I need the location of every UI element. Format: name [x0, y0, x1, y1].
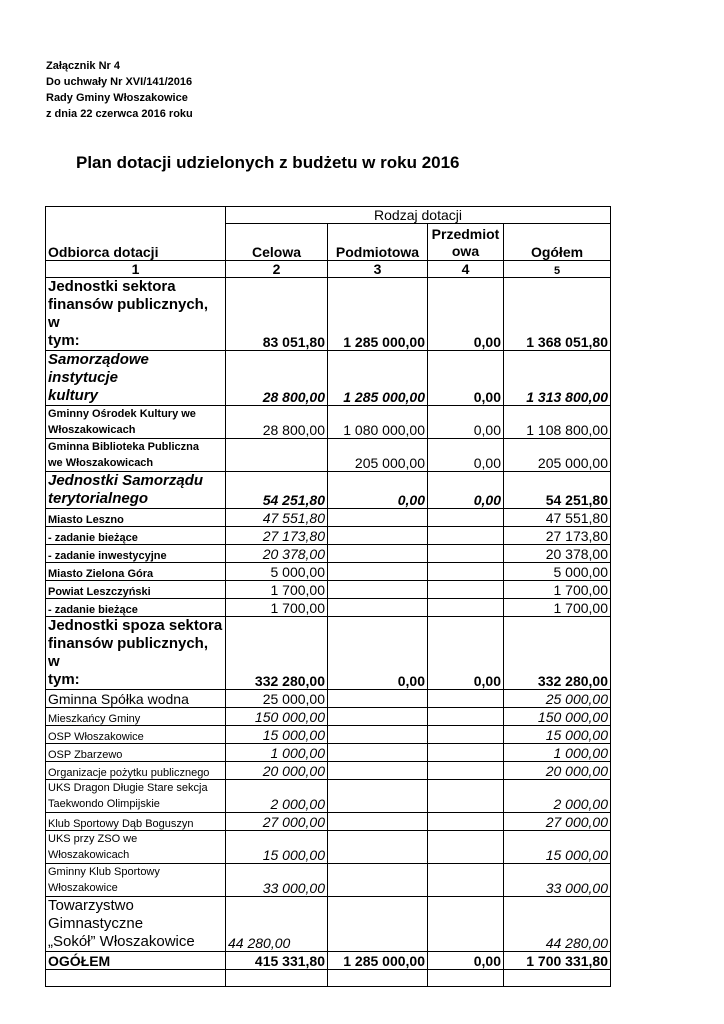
podmiotowa-cell: 0,00 — [328, 472, 428, 509]
ogolem-cell: 1 000,00 — [504, 744, 611, 762]
header-row-group — [46, 207, 611, 224]
przedmiotowa-cell — [428, 581, 504, 599]
ogolem-cell: 1 313 800,00 — [504, 351, 611, 406]
recipient-cell — [46, 278, 226, 351]
celowa-cell: 47 551,80 — [226, 509, 328, 527]
celowa-cell: 20 000,00 — [226, 762, 328, 780]
recipient-cell — [46, 617, 226, 690]
ogolem-cell: 20 000,00 — [504, 762, 611, 780]
header-row-numbers — [46, 261, 611, 278]
celowa-cell: 28 800,00 — [226, 406, 328, 439]
podmiotowa-cell — [328, 509, 428, 527]
recipient-line: finansów publicznych, w — [48, 635, 209, 670]
recipient-cell: Mieszkańcy Gminy — [46, 708, 226, 726]
recipient-line: tym: — [48, 332, 80, 349]
recipient-line: Włoszakowicach — [48, 849, 130, 861]
header-line-resolution: Do uchwały Nr XVI/141/2016 — [46, 76, 193, 88]
col-number: 2 — [226, 261, 328, 278]
table-row — [46, 563, 611, 581]
przedmiotowa-cell: 0,00 — [428, 406, 504, 439]
recipient-cell: Miasto Zielona Góra — [46, 563, 226, 581]
recipient-cell — [46, 472, 226, 509]
table-row — [46, 278, 611, 351]
przedmiotowa-cell: 0,00 — [428, 351, 504, 406]
col-ogolem: Ogółem — [504, 224, 611, 261]
recipient-line: Jednostki Samorządu — [48, 472, 204, 489]
podmiotowa-cell: 1 285 000,00 — [328, 952, 428, 970]
recipient-line: Jednostki sektora — [48, 278, 176, 295]
ogolem-cell: 20 378,00 — [504, 545, 611, 563]
ogolem-cell: 1 700 331,80 — [504, 952, 611, 970]
ogolem-cell: 1 368 051,80 — [504, 278, 611, 351]
przedmiotowa-cell — [428, 864, 504, 897]
ogolem-cell: 47 551,80 — [504, 509, 611, 527]
col-celowa: Celowa — [226, 224, 328, 261]
recipient-line: finansów publicznych, w — [48, 296, 209, 331]
podmiotowa-cell: 1 285 000,00 — [328, 278, 428, 351]
table-row — [46, 831, 611, 864]
col-number: 3 — [328, 261, 428, 278]
celowa-cell — [226, 439, 328, 472]
ogolem-cell: 332 280,00 — [504, 617, 611, 690]
recipient-cell: OSP Włoszakowice — [46, 726, 226, 744]
podmiotowa-cell — [328, 762, 428, 780]
header-line-annex: Załącznik Nr 4 — [46, 60, 120, 72]
podmiotowa-cell — [328, 864, 428, 897]
podmiotowa-cell — [328, 690, 428, 708]
table-row — [46, 744, 611, 762]
header-line-council: Rady Gminy Włoszakowice — [46, 92, 188, 104]
group-header: Rodzaj dotacji — [226, 207, 611, 224]
recipient-line: Gminny Klub Sportowy — [48, 866, 160, 878]
recipient-cell: Powiat Leszczyński — [46, 581, 226, 599]
recipient-line: we Włoszakowicach — [48, 457, 154, 469]
recipient-line: tym: — [48, 671, 80, 688]
recipient-cell: - zadanie inwestycyjne — [46, 545, 226, 563]
recipient-line: Towarzystwo Gimnastyczne — [48, 897, 144, 932]
przedmiotowa-cell: 0,00 — [428, 952, 504, 970]
table-row — [46, 581, 611, 599]
przedmiotowa-cell — [428, 762, 504, 780]
celowa-cell: 27 173,80 — [226, 527, 328, 545]
podmiotowa-cell: 1 285 000,00 — [328, 351, 428, 406]
table-row — [46, 472, 611, 509]
recipient-line: Samorządowe instytucje — [48, 351, 149, 386]
table-row — [46, 813, 611, 831]
recipient-cell — [46, 406, 226, 439]
celowa-cell: 1 700,00 — [226, 581, 328, 599]
podmiotowa-cell — [328, 581, 428, 599]
przedmiotowa-cell — [428, 780, 504, 813]
table-row — [46, 599, 611, 617]
recipient-line: Jednostki spoza sektora — [48, 617, 223, 634]
header-line-date: z dnia 22 czerwca 2016 roku — [46, 108, 193, 120]
blank-row — [46, 970, 611, 987]
przedmiotowa-cell — [428, 813, 504, 831]
przedmiotowa-cell — [428, 690, 504, 708]
podmiotowa-cell — [328, 831, 428, 864]
podmiotowa-cell: 0,00 — [328, 617, 428, 690]
podmiotowa-cell — [328, 599, 428, 617]
przedmiotowa-cell — [428, 726, 504, 744]
recipient-line: kultury — [48, 387, 99, 404]
recipient-cell — [46, 780, 226, 813]
podmiotowa-cell — [328, 527, 428, 545]
podmiotowa-cell: 1 080 000,00 — [328, 406, 428, 439]
recipient-cell — [46, 897, 226, 952]
celowa-cell: 150 000,00 — [226, 708, 328, 726]
przedmiotowa-cell — [428, 744, 504, 762]
celowa-cell: 28 800,00 — [226, 351, 328, 406]
table-row — [46, 762, 611, 780]
przedmiotowa-cell: 0,00 — [428, 439, 504, 472]
recipient-cell: OSP Zbarzewo — [46, 744, 226, 762]
col-recipient: Odbiorca dotacji — [46, 224, 226, 261]
podmiotowa-cell — [328, 563, 428, 581]
recipient-cell: Organizacje pożytku publicznego — [46, 762, 226, 780]
celowa-cell: 20 378,00 — [226, 545, 328, 563]
table-row — [46, 897, 611, 952]
przedmiotowa-cell — [428, 545, 504, 563]
recipient-line: Gminny Ośrodek Kultury we — [48, 408, 196, 420]
ogolem-cell: 54 251,80 — [504, 472, 611, 509]
recipient-cell — [46, 439, 226, 472]
col-podmiotowa: Podmiotowa — [328, 224, 428, 261]
przedmiotowa-cell: 0,00 — [428, 617, 504, 690]
celowa-cell: 15 000,00 — [226, 831, 328, 864]
podmiotowa-cell — [328, 708, 428, 726]
celowa-cell: 1 700,00 — [226, 599, 328, 617]
przedmiotowa-cell — [428, 563, 504, 581]
ogolem-cell: 150 000,00 — [504, 708, 611, 726]
table-row — [46, 351, 611, 406]
ogolem-cell: 33 000,00 — [504, 864, 611, 897]
table-row — [46, 690, 611, 708]
podmiotowa-cell — [328, 897, 428, 952]
table-row — [46, 509, 611, 527]
recipient-cell: - zadanie bieżące — [46, 527, 226, 545]
ogolem-cell: 15 000,00 — [504, 831, 611, 864]
ogolem-cell: 44 280,00 — [504, 897, 611, 952]
celowa-cell: 83 051,80 — [226, 278, 328, 351]
table-row — [46, 617, 611, 690]
ogolem-cell: 27 173,80 — [504, 527, 611, 545]
celowa-cell: 332 280,00 — [226, 617, 328, 690]
recipient-cell: - zadanie bieżące — [46, 599, 226, 617]
recipient-cell: Klub Sportowy Dąb Boguszyn — [46, 813, 226, 831]
table-row — [46, 708, 611, 726]
ogolem-cell: 1 700,00 — [504, 599, 611, 617]
recipient-cell — [46, 831, 226, 864]
przedmiotowa-cell — [428, 897, 504, 952]
recipient-line: UKS przy ZSO we — [48, 833, 138, 845]
przedmiotowa-cell — [428, 599, 504, 617]
celowa-cell: 5 000,00 — [226, 563, 328, 581]
col-przedmiotowa-line1: Przedmiot — [431, 226, 500, 242]
recipient-line: UKS Dragon Długie Stare sekcja — [48, 782, 208, 794]
col-przedmiotowa-line2: owa — [451, 243, 480, 259]
celowa-cell: 33 000,00 — [226, 864, 328, 897]
recipient-line: Włoszakowice — [48, 882, 118, 894]
table-row — [46, 439, 611, 472]
recipient-line: Włoszakowicach — [48, 424, 136, 436]
col-number: 1 — [46, 261, 226, 278]
table-row — [46, 527, 611, 545]
total-label: OGÓŁEM — [46, 952, 226, 970]
table-row — [46, 726, 611, 744]
celowa-cell: 415 331,80 — [226, 952, 328, 970]
col-number: 5 — [504, 261, 611, 278]
col-number: 4 — [428, 261, 504, 278]
podmiotowa-cell — [328, 780, 428, 813]
recipient-line: terytorialnego — [48, 490, 149, 507]
podmiotowa-cell: 205 000,00 — [328, 439, 428, 472]
col-przedmiotowa — [428, 224, 504, 261]
table-row — [46, 780, 611, 813]
celowa-cell: 1 000,00 — [226, 744, 328, 762]
przedmiotowa-cell — [428, 708, 504, 726]
ogolem-cell: 25 000,00 — [504, 690, 611, 708]
ogolem-cell: 1 108 800,00 — [504, 406, 611, 439]
ogolem-cell: 15 000,00 — [504, 726, 611, 744]
przedmiotowa-cell: 0,00 — [428, 472, 504, 509]
recipient-cell — [46, 351, 226, 406]
celowa-cell: 15 000,00 — [226, 726, 328, 744]
celowa-cell: 2 000,00 — [226, 780, 328, 813]
header-row-columns — [46, 224, 611, 261]
ogolem-cell: 205 000,00 — [504, 439, 611, 472]
recipient-cell: Miasto Leszno — [46, 509, 226, 527]
page-title: Plan dotacji udzielonych z budżetu w roku 2016 — [76, 153, 460, 172]
podmiotowa-cell — [328, 744, 428, 762]
przedmiotowa-cell: 0,00 — [428, 278, 504, 351]
recipient-cell — [46, 864, 226, 897]
ogolem-cell: 1 700,00 — [504, 581, 611, 599]
ogolem-cell: 5 000,00 — [504, 563, 611, 581]
podmiotowa-cell — [328, 726, 428, 744]
table-row — [46, 406, 611, 439]
przedmiotowa-cell — [428, 831, 504, 864]
podmiotowa-cell — [328, 545, 428, 563]
przedmiotowa-cell — [428, 509, 504, 527]
recipient-line: Taekwondo Olimpijskie — [48, 798, 160, 810]
podmiotowa-cell — [328, 813, 428, 831]
total-row — [46, 952, 611, 970]
przedmiotowa-cell — [428, 527, 504, 545]
celowa-cell: 44 280,00 — [226, 897, 328, 952]
grants-table — [45, 206, 611, 987]
table-row — [46, 864, 611, 897]
celowa-cell: 25 000,00 — [226, 690, 328, 708]
recipient-line: Gminna Biblioteka Publiczna — [48, 441, 199, 453]
document-header — [46, 58, 193, 122]
celowa-cell: 27 000,00 — [226, 813, 328, 831]
celowa-cell: 54 251,80 — [226, 472, 328, 509]
recipient-cell: Gminna Spółka wodna — [46, 690, 226, 708]
ogolem-cell: 27 000,00 — [504, 813, 611, 831]
table-row — [46, 545, 611, 563]
ogolem-cell: 2 000,00 — [504, 780, 611, 813]
recipient-line: „Sokół” Włoszakowice — [48, 933, 195, 950]
